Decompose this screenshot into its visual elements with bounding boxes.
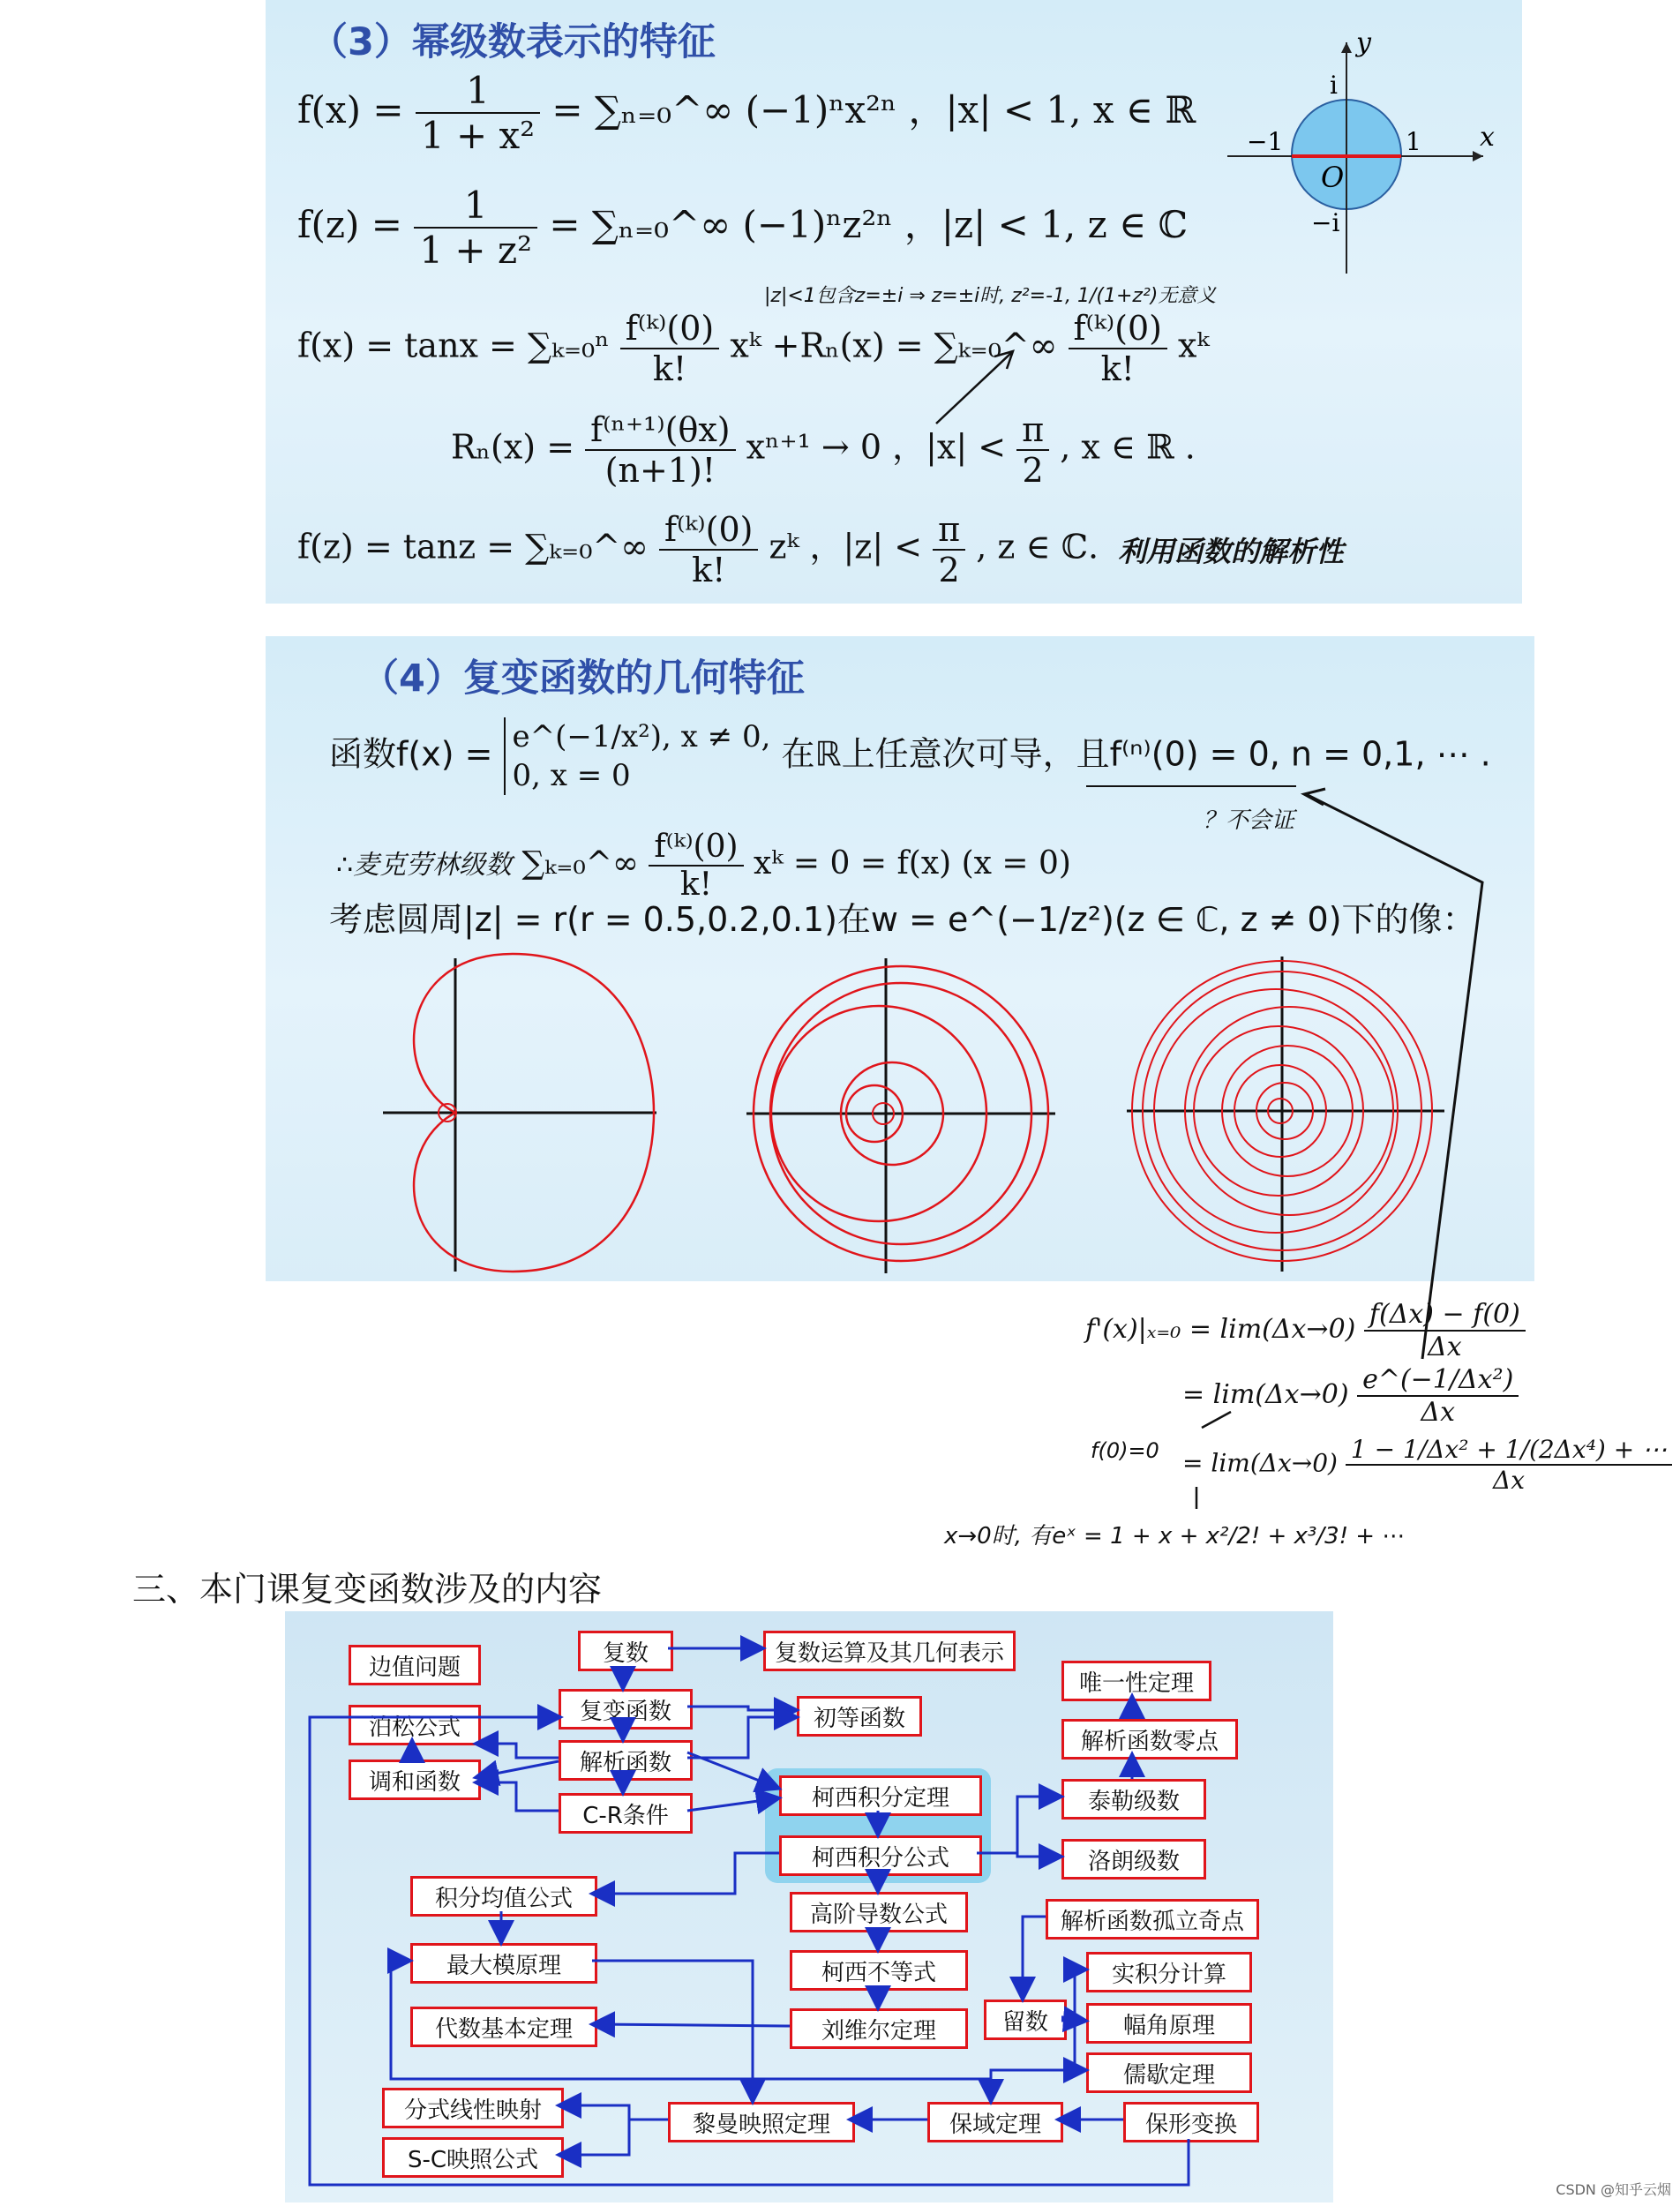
box-mobius: 分式线性映射 [382, 2088, 564, 2128]
eq2: f(z) = $\frac{1}{\text{1 + z²}}$ = ∑ₙ₌₀^∞ (−1)ⁿz²ⁿ ，|z| < 1, z ∈ ℂ [297, 184, 1188, 272]
section-heading: 三、本门课复变函数涉及的内容 [132, 1570, 603, 1609]
box-complex-function: 复变函数 [559, 1689, 693, 1730]
box-mean-value: 积分均值公式 [410, 1876, 597, 1917]
box-rouche: 儒歇定理 [1086, 2052, 1252, 2093]
box-poisson: 泊松公式 [349, 1705, 481, 1745]
axis-neg-i-label: −i [1311, 208, 1340, 237]
watermark: CSDN @知乎云烟 [1556, 2181, 1671, 2198]
box-cauchy-inequality: 柯西不等式 [790, 1950, 968, 1991]
flowchart-arrows [285, 1611, 1333, 2202]
eq3: f(x) = tanx = ∑ₖ₌₀ⁿ $\frac{\text{f⁽ᵏ⁾(0)}}{k!}$ xᵏ +Rₙ(x) = ∑ₖ₌₀^∞ $\frac{\text{f⁽ᵏ⁾(0)}}{k!}$ xᵏ [297, 309, 1210, 388]
box-analytic-function: 解析函数 [559, 1740, 693, 1781]
box-schwarz-christoffel: S-C映照公式 [382, 2137, 564, 2178]
plot-r-0-2 [746, 958, 1055, 1273]
box-zeros: 解析函数零点 [1061, 1719, 1238, 1760]
plot-r-0-5 [383, 954, 656, 1272]
note-line-4: x→0时, 有eˣ = 1 + x + x²/2! + x³/3! + ⋯ [944, 1523, 1406, 1549]
slide4-line1: 函数f(x) = e^(−1/x²), x ≠ 0, 0, x = 0 在ℝ上任意次可导，且f⁽ⁿ⁾(0) = 0, n = 0,1, ⋯ . [329, 719, 1491, 793]
handwritten-note-2: 利用函数的解析性 [1118, 535, 1345, 568]
box-riemann-mapping: 黎曼映照定理 [668, 2102, 855, 2142]
box-harmonic: 调和函数 [349, 1760, 481, 1800]
axis-y-label: y [1356, 27, 1371, 58]
eq5: f(z) = tanz = ∑ₖ₌₀^∞ $\frac{\text{f⁽ᵏ⁾(0)}}{k!}$ zᵏ ，|z| < $\frac{\pi}{2}$ , z ∈ ℂ. [297, 510, 1099, 589]
axis-i-label: i [1330, 71, 1338, 100]
axis-x-label: x [1480, 122, 1495, 153]
box-boundary-value: 边值问题 [349, 1645, 481, 1685]
unit-disk-diagram [266, 0, 1522, 604]
axis-origin-label: O [1321, 161, 1345, 194]
eq1: f(x) = $\frac{1}{\text{1 + x²}}$ = ∑ₙ₌₀^∞ (−1)ⁿx²ⁿ ，|x| < 1, x ∈ ℝ [297, 69, 1196, 157]
eq4: Rₙ(x) = $\frac{\text{f⁽ⁿ⁺¹⁾(θx)}}{(n+1)!}$ xⁿ⁺¹ → 0 ，|x| < $\frac{\pi}{2}$ , x ∈ ℝ . [451, 410, 1196, 490]
box-complex-arithmetic: 复数运算及其几何表示 [763, 1631, 1016, 1671]
handwritten-question: ？不会证 [1203, 807, 1295, 834]
note-f0-tag: f(0)=0 [1091, 1438, 1159, 1463]
plot-r-0-1 [1127, 957, 1444, 1272]
box-domain-preservation: 保域定理 [927, 2102, 1063, 2142]
box-liouville: 刘维尔定理 [790, 2008, 968, 2049]
slide-geometry [266, 636, 1534, 1281]
box-complex-number: 复数 [578, 1631, 673, 1671]
box-uniqueness: 唯一性定理 [1061, 1661, 1211, 1701]
box-cauchy-formula: 柯西积分公式 [779, 1835, 982, 1876]
box-max-modulus: 最大模原理 [410, 1943, 597, 1984]
handwritten-note-1: |z|<1包含z=±i ⇒ z=±i时, z²=-1, 1/(1+z²)无意义 [764, 285, 1217, 307]
box-residue: 留数 [984, 2000, 1067, 2040]
slide4-line2: ∴麦克劳林级数 ∑ₖ₌₀^∞ $\frac{\text{f⁽ᵏ⁾(0)}}{k!}$ xᵏ = 0 = f(x) (x = 0) [336, 829, 1071, 903]
circle-image-plots [266, 636, 1534, 1281]
box-elementary-functions: 初等函数 [797, 1696, 922, 1737]
box-real-integrals: 实积分计算 [1086, 1952, 1252, 1992]
slide4-line3: 考虑圆周|z| = r(r = 0.5,0.2,0.1)在w = e^(−1/z²)(z ∈ ℂ, z ≠ 0)下的像： [329, 900, 1476, 939]
box-laurent: 洛朗级数 [1061, 1839, 1206, 1880]
axis-neg-one-label: −1 [1247, 127, 1284, 156]
box-taylor: 泰勒级数 [1061, 1779, 1206, 1820]
box-conformal-mapping: 保形变换 [1123, 2102, 1259, 2142]
box-cauchy-theorem: 柯西积分定理 [779, 1775, 982, 1816]
note-line-2: = lim(Δx→0) $\frac{\text{e\textasciicircum{}(−1/Δx²)}}{\Delta x}$ [1182, 1364, 1519, 1428]
note-line-1: f'(x)|ₓ₌₀ = lim(Δx→0) $\frac{f(\Delta x) - f(0)}{\Delta x}$ [1085, 1299, 1526, 1362]
slide-power-series [266, 0, 1522, 604]
slide3-title: （3）幂级数表示的特征 [310, 20, 716, 64]
slide4-title: （4）复变函数的几何特征 [361, 657, 805, 701]
axis-one-label: 1 [1406, 127, 1421, 156]
box-fundamental-algebra: 代数基本定理 [410, 2007, 597, 2047]
box-isolated-singularity: 解析函数孤立奇点 [1046, 1899, 1259, 1940]
course-content-flowchart [285, 1611, 1333, 2202]
box-argument-principle: 幅角原理 [1086, 2003, 1252, 2044]
note-line-3: = lim(Δx→0) $\frac{\text{1 − 1/Δx² + 1/(2Δx⁴) + ⋯}}{\Delta x}$ [1182, 1435, 1672, 1495]
box-higher-derivatives: 高阶导数公式 [790, 1892, 968, 1932]
box-cr-conditions: C-R条件 [559, 1793, 693, 1834]
